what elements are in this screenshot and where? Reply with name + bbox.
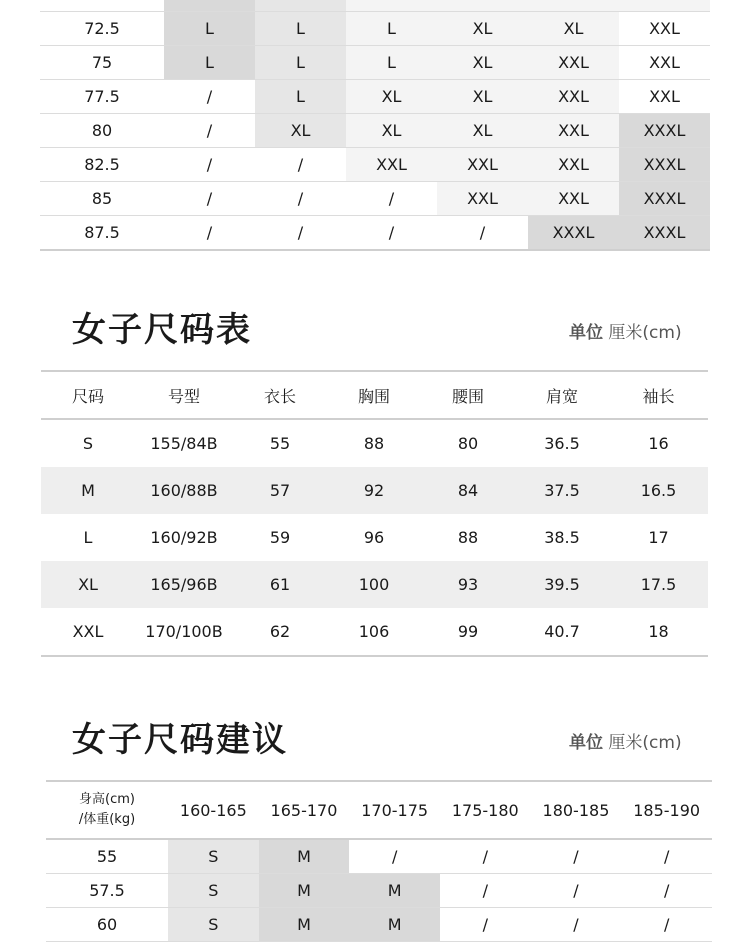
- size-cell: L: [164, 46, 255, 80]
- size-cell: [164, 0, 255, 12]
- table-cell: 84: [421, 467, 515, 514]
- table-cell: 37.5: [515, 467, 609, 514]
- size-cell: XL: [528, 12, 619, 46]
- size-cell: XXL: [619, 12, 710, 46]
- size-cell: /: [255, 182, 346, 216]
- size-cell: /: [164, 216, 255, 251]
- size-cell: XL: [437, 12, 528, 46]
- size-cell: /: [531, 839, 622, 874]
- size-cell: /: [621, 874, 712, 908]
- table-cell: 18: [609, 608, 708, 656]
- size-cell: /: [255, 216, 346, 251]
- women-size-chart-title: 女子尺码表: [72, 310, 252, 350]
- table-row: [41, 467, 708, 514]
- table-cell: 36.5: [544, 434, 580, 453]
- size-cell: [528, 0, 619, 12]
- size-cell: S: [168, 908, 259, 942]
- table-cell: 38.5: [544, 528, 580, 547]
- size-cell: XL: [346, 80, 437, 114]
- table-row: [46, 874, 712, 908]
- height-range-header: 160-165: [168, 781, 259, 839]
- size-cell: /: [440, 839, 531, 874]
- table-cell: 100: [327, 561, 421, 608]
- column-header: 号型: [135, 371, 233, 419]
- size-cell: L: [255, 12, 346, 46]
- size-cell: /: [164, 114, 255, 148]
- table-cell: 17.5: [609, 561, 708, 608]
- weight-cell: 57.5: [46, 874, 168, 908]
- table-row: [46, 839, 712, 874]
- table-row: [40, 80, 710, 114]
- size-cell: XXXL: [619, 216, 710, 251]
- table-cell: XL: [41, 561, 135, 608]
- size-cell: M: [259, 874, 350, 908]
- size-cell: [619, 0, 710, 12]
- column-header: 袖长: [609, 371, 708, 419]
- table-row: [41, 561, 708, 608]
- table-cell: 40.7: [515, 608, 609, 656]
- table-row: [40, 114, 710, 148]
- table-row: [40, 148, 710, 182]
- size-cell: M: [259, 908, 350, 942]
- column-header: 腰围: [421, 371, 515, 419]
- size-cell: L: [255, 46, 346, 80]
- weight-cell: 77.5: [40, 80, 164, 114]
- table-row: [40, 12, 710, 46]
- size-cell: [255, 0, 346, 12]
- table-row: [41, 514, 708, 561]
- size-cell: XXXL: [619, 182, 710, 216]
- size-cell: /: [531, 908, 622, 942]
- table-cell: 88: [457, 528, 479, 547]
- weight-cell: 60: [46, 908, 168, 942]
- size-cell: [437, 0, 528, 12]
- size-cell: /: [440, 874, 531, 908]
- table-cell: 62: [233, 608, 327, 656]
- corner-weight-label: /体重(kg): [78, 812, 136, 827]
- column-header: 尺码: [41, 371, 135, 419]
- unit-label: [569, 728, 682, 753]
- size-cell: XXL: [528, 148, 619, 182]
- table-cell: 165/96B: [135, 561, 233, 608]
- size-cell: XXL: [528, 114, 619, 148]
- table-cell: L: [83, 528, 93, 547]
- table-cell: 93: [421, 561, 515, 608]
- unit-label-key: 单位: [569, 733, 603, 753]
- table-row: [40, 216, 710, 251]
- corner-height-label: 身高(cm): [79, 792, 135, 807]
- weight-cell: 55: [46, 839, 168, 874]
- size-cell: L: [164, 12, 255, 46]
- size-cell: XXXL: [528, 216, 619, 251]
- table-cell: 55: [269, 434, 291, 453]
- table-cell: 57: [233, 467, 327, 514]
- size-cell: [346, 0, 437, 12]
- table-row: [41, 608, 708, 656]
- unit-label: [569, 318, 682, 343]
- size-cell: XL: [255, 114, 346, 148]
- table-cell: 170/100B: [135, 608, 233, 656]
- size-cell: XXL: [346, 148, 437, 182]
- height-range-header: 175-180: [440, 781, 531, 839]
- table-cell: 17: [648, 528, 669, 547]
- size-cell: /: [621, 908, 712, 942]
- table-cell: 106: [327, 608, 421, 656]
- size-cell: XXXL: [619, 114, 710, 148]
- women-size-chart-table: [41, 370, 708, 657]
- size-cell: XL: [437, 114, 528, 148]
- size-cell: /: [437, 216, 528, 251]
- table-cell: XXL: [41, 608, 135, 656]
- size-cell: XXL: [619, 80, 710, 114]
- size-cell: /: [346, 216, 437, 251]
- table-cell: 96: [363, 528, 385, 547]
- size-cell: S: [168, 874, 259, 908]
- size-cell: XXL: [437, 148, 528, 182]
- size-cell: L: [255, 80, 346, 114]
- size-cell: M: [259, 839, 350, 874]
- size-cell: XXL: [437, 182, 528, 216]
- table-row: [40, 182, 710, 216]
- weight-cell: 75: [40, 46, 164, 80]
- table-row: [40, 46, 710, 80]
- size-cell: /: [621, 839, 712, 874]
- height-range-header: 180-185: [531, 781, 622, 839]
- table-cell: 80: [457, 434, 479, 453]
- weight-cell: 85: [40, 182, 164, 216]
- height-range-header: 165-170: [259, 781, 350, 839]
- size-cell: XXL: [528, 182, 619, 216]
- size-cell: XXL: [528, 80, 619, 114]
- table-cell: M: [41, 467, 135, 514]
- unit-label-key: 单位: [569, 323, 603, 343]
- table-cell: 16: [648, 434, 669, 453]
- column-header: 衣长: [233, 371, 327, 419]
- size-cell: /: [164, 148, 255, 182]
- weight-cell: 87.5: [40, 216, 164, 251]
- size-cell: /: [440, 908, 531, 942]
- table-cell: 99: [421, 608, 515, 656]
- size-cell: /: [164, 182, 255, 216]
- men-size-suggestion-table: [40, 0, 710, 251]
- size-cell: /: [346, 182, 437, 216]
- column-header: 胸围: [327, 371, 421, 419]
- women-suggestion-title: 女子尺码建议: [72, 720, 288, 760]
- size-cell: /: [349, 839, 440, 874]
- height-range-header: 170-175: [349, 781, 440, 839]
- size-cell: /: [255, 148, 346, 182]
- table-cell: 39.5: [515, 561, 609, 608]
- table-row: [41, 419, 708, 467]
- size-cell: XXL: [619, 46, 710, 80]
- size-cell: L: [346, 46, 437, 80]
- size-cell: XXL: [528, 46, 619, 80]
- size-cell: /: [164, 80, 255, 114]
- weight-cell: [40, 0, 164, 12]
- size-cell: XL: [346, 114, 437, 148]
- table-cell: 61: [233, 561, 327, 608]
- size-cell: XXXL: [619, 148, 710, 182]
- size-cell: L: [346, 12, 437, 46]
- size-cell: M: [349, 908, 440, 942]
- unit-label-value: 厘米(cm): [608, 733, 682, 753]
- height-range-header: 185-190: [621, 781, 712, 839]
- table-cell: 155/84B: [150, 434, 218, 453]
- table-cell: 16.5: [609, 467, 708, 514]
- size-cell: XL: [437, 46, 528, 80]
- size-cell: XL: [437, 80, 528, 114]
- table-cell: 160/92B: [150, 528, 218, 547]
- weight-cell: 80: [40, 114, 164, 148]
- column-header: 肩宽: [515, 371, 609, 419]
- size-cell: /: [531, 874, 622, 908]
- table-row: [46, 908, 712, 942]
- weight-cell: 72.5: [40, 12, 164, 46]
- size-cell: M: [349, 874, 440, 908]
- unit-label-value: 厘米(cm): [608, 323, 682, 343]
- weight-cell: 82.5: [40, 148, 164, 182]
- table-row: [40, 0, 710, 12]
- table-cell: 92: [327, 467, 421, 514]
- table-cell: 88: [363, 434, 385, 453]
- table-cell: 59: [269, 528, 291, 547]
- table-cell: 160/88B: [135, 467, 233, 514]
- height-weight-corner-label: [46, 781, 168, 839]
- size-cell: S: [168, 839, 259, 874]
- table-cell: S: [82, 434, 94, 453]
